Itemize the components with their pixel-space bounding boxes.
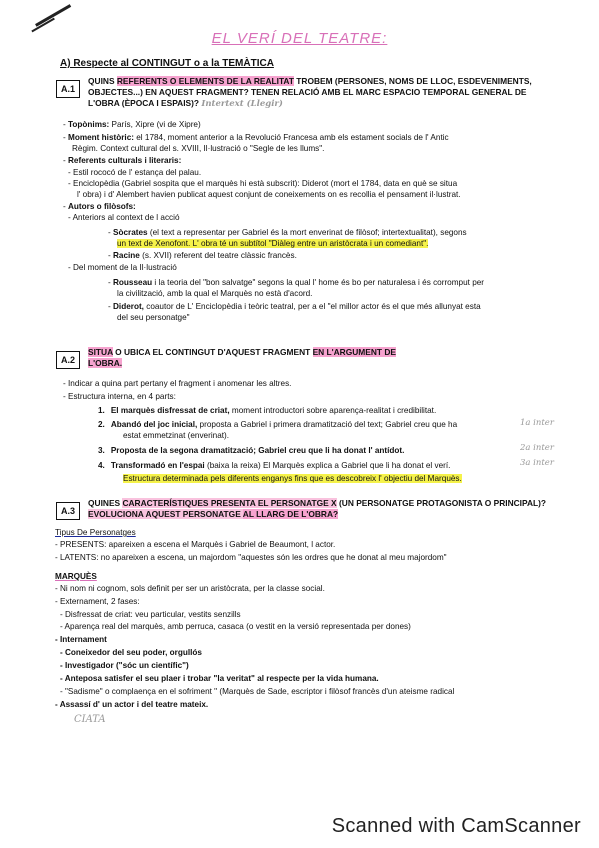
pen-mark — [35, 4, 71, 26]
a2-line: estat emmetzinat (enverinat). — [123, 431, 230, 440]
a2-line: 1. El marquès disfressat de criat, moment introductori sobre aparença-realitat i credibilitat. — [98, 406, 437, 415]
a1-line: - Diderot, coautor de L' Enciclopèdia i teòric teatral, per a el "el millor actor és el que més allunyat esta — [108, 302, 481, 311]
a3-line: - Externament, 2 fases: — [55, 597, 140, 606]
scanner-watermark: Scanned with CamScanner — [331, 815, 581, 837]
a1-line: - Topònims: París, Xipre (vi de Xipre) — [63, 120, 201, 129]
a1-line: - Anteriors al context de l acció — [68, 213, 180, 222]
a3-line: - Coneixedor del seu poder, orgullós — [60, 648, 202, 657]
a1-line: del seu personatge" — [117, 313, 190, 322]
handwritten-note: Intertext (Llegir) — [201, 99, 283, 109]
a1-line: - Referents culturals i literaris: — [63, 156, 182, 165]
a1-line: - Moment històric: el 1784, moment anterior a la Revolució Francesa amb els estament socials de l' Antic — [63, 133, 449, 142]
a3-line: Tipus De Personatges — [55, 528, 136, 537]
a3-line: - Aparença real del marquès, amb perruca, casaca (o vestit en la versió representada per dones) — [60, 622, 411, 631]
a2-line: - Indicar a quina part pertany el fragment i anomenar les altres. — [63, 379, 292, 388]
a3-line: - "Sadisme" o complaença en el sofriment " (Marquès de Sade, escriptor i filòsof francès d'un ateisme radical — [60, 687, 455, 696]
a1-line: - Autors o filòsofs: — [63, 202, 136, 211]
a1-line: la civilització, amb la qual el Marquès no està d'acord. — [117, 289, 313, 298]
margin-note-3: 3a inter — [520, 458, 554, 468]
question-label-a1: A.1 — [56, 80, 80, 98]
a2-line: 4. Transformadó en l'espai (baixa la reixa) El Marquès explica a Gabriel que li ha donat el verí. — [98, 461, 451, 470]
a2-line: 2. Abandó del joc inicial, proposta a Gabriel i primera dramatització del text; Gabriel creu que ha — [98, 420, 458, 429]
page-title: EL VERÍ DEL TEATRE: — [211, 30, 388, 47]
a3-line: - Internament — [55, 635, 107, 644]
a3-line: - LATENTS: no apareixen a escena, un majordom "aquestes són les ordres que he donat al meu majordom" — [55, 553, 447, 562]
question-a3: QUINES CARACTERÍSTIQUES PRESENTA EL PERSONATGE X (UN PERSONATGE PROTAGONISTA O PRINCIPAL)? EVOLUCIONA AQUEST PERSONATGE AL LLARG DE L'OBRA? — [88, 498, 547, 519]
a1-line: un text de Xenofont. L' obra té un subtítol "Diàleg entre un aristòcrata i un comediant". — [117, 239, 429, 248]
a1-line: - Estil rococó de l' estança del palau. — [68, 168, 202, 177]
a1-line: - Racine (s. XVII) referent del teatre clàssic francès. — [108, 251, 297, 260]
a1-line: l' obra) i d' Alembert havien publicat aquest conjunt de coneixements on es recollia el pensament il·lustrat. — [77, 190, 461, 199]
section-a-heading: A) Respecte al CONTINGUT o a la TEMÀTICA — [60, 58, 274, 69]
a3-line: - PRESENTS: apareixen a escena el Marquès i Gabriel de Beaumont, l actor. — [55, 540, 336, 549]
a3-line: - Ni nom ni cognom, sols definit per ser un aristòcrata, per la classe social. — [55, 584, 325, 593]
question-label-a2: A.2 — [56, 351, 80, 369]
a1-line: - Enciclopèdia (Gabriel sospita que el marquès hi està subscrit): Diderot (mort el 1784, data en què se situa — [68, 179, 458, 188]
a3-line: - Anteposa satisfer el seu plaer i trobar "la veritat" al respecte per la vida humana. — [60, 674, 379, 683]
a1-line: - Rousseau i la teoria del "bon salvatge" segons la qual l' home és bo per naturalesa i és corromput per — [108, 278, 485, 287]
margin-note-2: 2a inter — [520, 443, 554, 453]
a2-line: - Estructura interna, en 4 parts: — [63, 392, 176, 401]
a2-line: 3. Proposta de la segona dramatització; Gabriel creu que li ha donat l' antídot. — [98, 446, 405, 455]
a1-line: - Sòcrates (el text a representar per Gabriel és la mort enverinat de filòsof; intertextualitat), segons — [108, 228, 467, 237]
a1-line: - Del moment de la Il·lustració — [68, 263, 177, 272]
question-a1: QUINS REFERENTS O ELEMENTS DE LA REALITAT TROBEM (PERSONES, NOMS DE LLOC, ESDEVENIMENTS, OBJECTES...) EN AQUEST FRAGMENT? TENEN RELACIÓ AMB EL MARC ESPACIO TEMPORAL GENERAL DE L'OBRA (ÈPOCA I ESPAIS)? Intertext (Llegir) — [88, 76, 532, 109]
margin-note-1: 1a inter — [520, 418, 554, 428]
question-label-a3: A.3 — [56, 502, 80, 520]
a2-line: Estructura determinada pels diferents enganys fins que es descobreix l' objectiu del Marquès. — [123, 474, 462, 483]
a3-line: - Assassí d' un actor i del teatre mateix. — [55, 700, 209, 709]
a1-line: Règim. Context cultural del s. XVIII, Il·lustració o "Segle de les llums". — [72, 144, 325, 153]
question-a2: SITUA O UBICA EL CONTINGUT D'AQUEST FRAGMENT EN L'ARGUMENT DE L'OBRA. — [88, 347, 396, 368]
a3-line: - Disfressat de criat: veu particular, vestits senzills — [60, 610, 241, 619]
handwritten-scribble: CIATA — [74, 714, 106, 725]
a3-line: MARQUÈS — [55, 572, 97, 581]
a3-line: - Investigador ("sóc un científic") — [60, 661, 189, 670]
